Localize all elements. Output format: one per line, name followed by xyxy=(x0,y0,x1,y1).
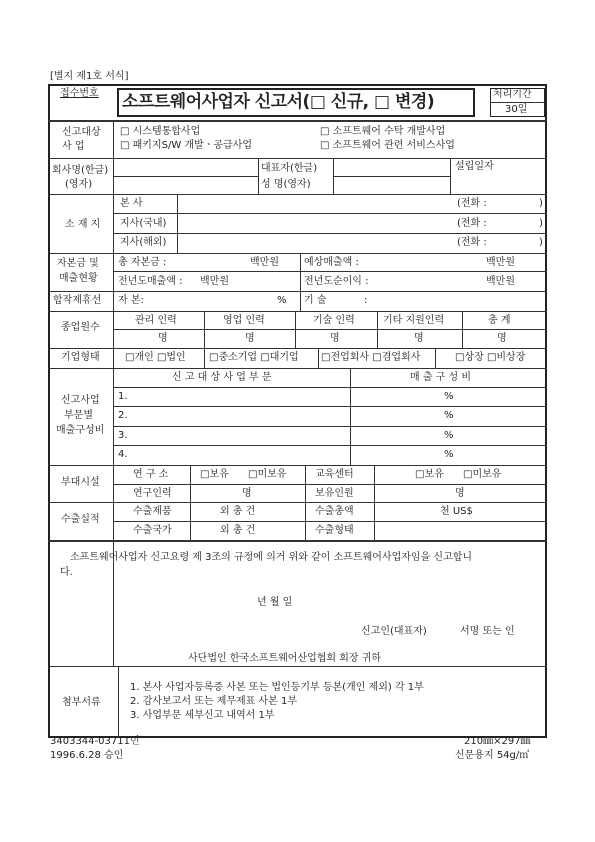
prev-income-unit: 백만원 xyxy=(486,276,515,287)
research-lab-own[interactable]: □보유 xyxy=(200,469,229,480)
export-countries-label: 수출국가 xyxy=(133,525,172,536)
staff-count-unit: 명 xyxy=(455,488,465,499)
corp-type-individual-corporate[interactable]: □개인 □법인 xyxy=(125,352,186,363)
form-title: 소프트웨어사업자 신고서(□ 신규, □ 변경) xyxy=(122,92,435,112)
recipient: 사단법인 한국소프트웨어산업협회 회장 귀하 xyxy=(188,653,382,664)
sales-ratio-header: 매 출 구 성 비 xyxy=(410,372,472,383)
option-package-software[interactable]: □ 패키지S/W 개발ㆍ공급사업 xyxy=(120,140,253,151)
approval-date: 1996.6.28 승인 xyxy=(50,750,124,761)
support-staff-header: 기타 지원인력 xyxy=(383,315,445,326)
overseas-branch-label: 지사(해외) xyxy=(120,237,167,248)
tech-staff-unit: 명 xyxy=(330,333,340,344)
corp-type-sme-large[interactable]: □중소기업 □대기업 xyxy=(209,352,299,363)
location-label: 소 재 지 xyxy=(65,219,101,230)
hq-phone-close: ) xyxy=(539,198,543,209)
prev-income-label: 전년도순이익 : xyxy=(304,276,369,287)
partner-tech-colon: : xyxy=(364,295,368,306)
export-countries-value: 외 총 건 xyxy=(220,525,256,536)
export-products-label: 수출제품 xyxy=(133,506,172,517)
form-label: [별지 제1호 서식] xyxy=(50,71,129,82)
sector-pct-3: % xyxy=(444,430,454,441)
attachment-item-1: 1. 본사 사업자등록증 사본 또는 법인등기부 등본(개인 제외) 각 1부 xyxy=(130,682,424,693)
prev-sales-unit: 백만원 xyxy=(200,276,229,287)
corp-type-dedicated-concurrent[interactable]: □전업회사 □겸업회사 xyxy=(321,352,421,363)
export-form-label: 수출형태 xyxy=(315,525,354,536)
partner-capital-pct: % xyxy=(277,295,287,306)
employees-label: 종업원수 xyxy=(61,322,100,333)
prev-sales-label: 전년도매출액 : xyxy=(118,276,183,287)
company-name-en-label: (영자) xyxy=(65,179,93,190)
partner-capital-label: 자 본: xyxy=(118,295,144,306)
total-staff-header: 총 계 xyxy=(488,315,511,326)
partnership-label: 합작제휴선 xyxy=(53,295,102,306)
option-system-integration[interactable]: □ 시스템통합사업 xyxy=(120,126,201,137)
paper-size: 210㎜×297㎜ xyxy=(464,736,531,747)
sector-pct-2: % xyxy=(444,410,454,421)
representative-en-label: 성 명(영자) xyxy=(261,179,311,190)
hq-phone: (전화 : xyxy=(457,198,487,209)
form-code: 3403344-03711민 xyxy=(50,736,140,747)
total-staff-unit: 명 xyxy=(497,333,507,344)
sales-comp-label-3: 매출구성비 xyxy=(56,425,105,436)
processing-period-value: 30일 xyxy=(505,104,528,115)
attachment-item-2: 2. 감사보고서 또는 제무제표 사본 1부 xyxy=(130,696,298,707)
attachment-item-3: 3. 사업부문 세부신고 내역서 1부 xyxy=(130,710,275,721)
tech-staff-header: 기술 인력 xyxy=(313,315,355,326)
applicant-label: 신고인(대표자) xyxy=(361,626,427,637)
sales-staff-unit: 명 xyxy=(245,333,255,344)
sector-row-2: 2. xyxy=(118,410,128,421)
expected-sales-unit: 백만원 xyxy=(486,257,515,268)
sector-pct-1: % xyxy=(444,391,454,402)
export-label: 수출실적 xyxy=(61,514,100,525)
signature-label: 서명 또는 인 xyxy=(460,626,515,637)
sales-comp-label: 신고사업 xyxy=(61,395,100,406)
sales-staff-header: 영업 인력 xyxy=(223,315,265,326)
option-contract-development[interactable]: □ 소프트웨어 수탁 개발사업 xyxy=(320,126,446,137)
processing-period-label: 처리기간 xyxy=(493,89,532,100)
sales-status-label: 매출현황 xyxy=(59,273,98,284)
declaration-text-2: 다. xyxy=(60,567,73,578)
receipt-number-label: 접수번호 xyxy=(60,88,99,99)
paper-type: 신문용지 54g/㎡ xyxy=(455,750,530,761)
business-type-label: 신고대상 xyxy=(62,127,101,138)
expected-sales-label: 예상매출액 : xyxy=(304,257,359,268)
business-sector-header: 신 고 대 상 사 업 부 문 xyxy=(172,372,272,383)
sector-row-1: 1. xyxy=(118,391,128,402)
research-lab-label: 연 구 소 xyxy=(133,469,169,480)
total-capital-label: 총 자본금 : xyxy=(118,257,167,268)
domestic-phone: (전화 : xyxy=(457,218,487,229)
mgmt-staff-unit: 명 xyxy=(158,333,168,344)
training-center-not-own[interactable]: □미보유 xyxy=(463,469,502,480)
domestic-branch-label: 지사(국내) xyxy=(120,218,167,229)
training-center-own[interactable]: □보유 xyxy=(415,469,444,480)
facilities-label: 부대시설 xyxy=(61,477,100,488)
established-date-label: 설립일자 xyxy=(455,161,494,172)
sector-row-3: 3. xyxy=(118,430,128,441)
researchers-label: 연구인력 xyxy=(133,488,172,499)
overseas-phone: (전화 : xyxy=(457,237,487,248)
option-software-service[interactable]: □ 소프트웨어 관련 서비스사업 xyxy=(320,140,455,151)
staff-count-label: 보유인원 xyxy=(315,488,354,499)
domestic-phone-close: ) xyxy=(539,218,543,229)
partner-tech-label: 기 술 xyxy=(304,295,327,306)
declaration-text: 소프트웨어사업자 신고요령 제 3조의 규정에 의거 위와 같이 소프트웨어사업자임을 신고합니 xyxy=(70,552,473,563)
mgmt-staff-header: 관리 인력 xyxy=(135,315,177,326)
representative-label: 대표자(한글) xyxy=(261,163,318,174)
business-type-label-2: 사 업 xyxy=(62,141,85,152)
corp-type-listed-unlisted[interactable]: □상장 □비상장 xyxy=(455,352,526,363)
export-products-value: 외 총 건 xyxy=(220,506,256,517)
sector-row-4: 4. xyxy=(118,449,128,460)
training-center-label: 교육센터 xyxy=(315,469,354,480)
company-name-label: 회사명(한글) xyxy=(52,165,109,176)
capital-label: 자본금 및 xyxy=(57,258,99,269)
sales-comp-label-2: 부문별 xyxy=(64,410,93,421)
research-lab-not-own[interactable]: □미보유 xyxy=(248,469,287,480)
support-staff-unit: 명 xyxy=(414,333,424,344)
export-amount-value: 천 US$ xyxy=(440,506,473,517)
hq-label: 본 사 xyxy=(120,198,143,209)
total-capital-unit: 백만원 xyxy=(250,257,279,268)
overseas-phone-close: ) xyxy=(539,237,543,248)
corp-type-label: 기업형태 xyxy=(61,352,100,363)
export-amount-label: 수출총액 xyxy=(315,506,354,517)
sector-pct-4: % xyxy=(444,449,454,460)
attachments-label: 첨부서류 xyxy=(62,697,101,708)
declaration-date: 년 월 일 xyxy=(257,597,293,608)
researchers-unit: 명 xyxy=(242,488,252,499)
